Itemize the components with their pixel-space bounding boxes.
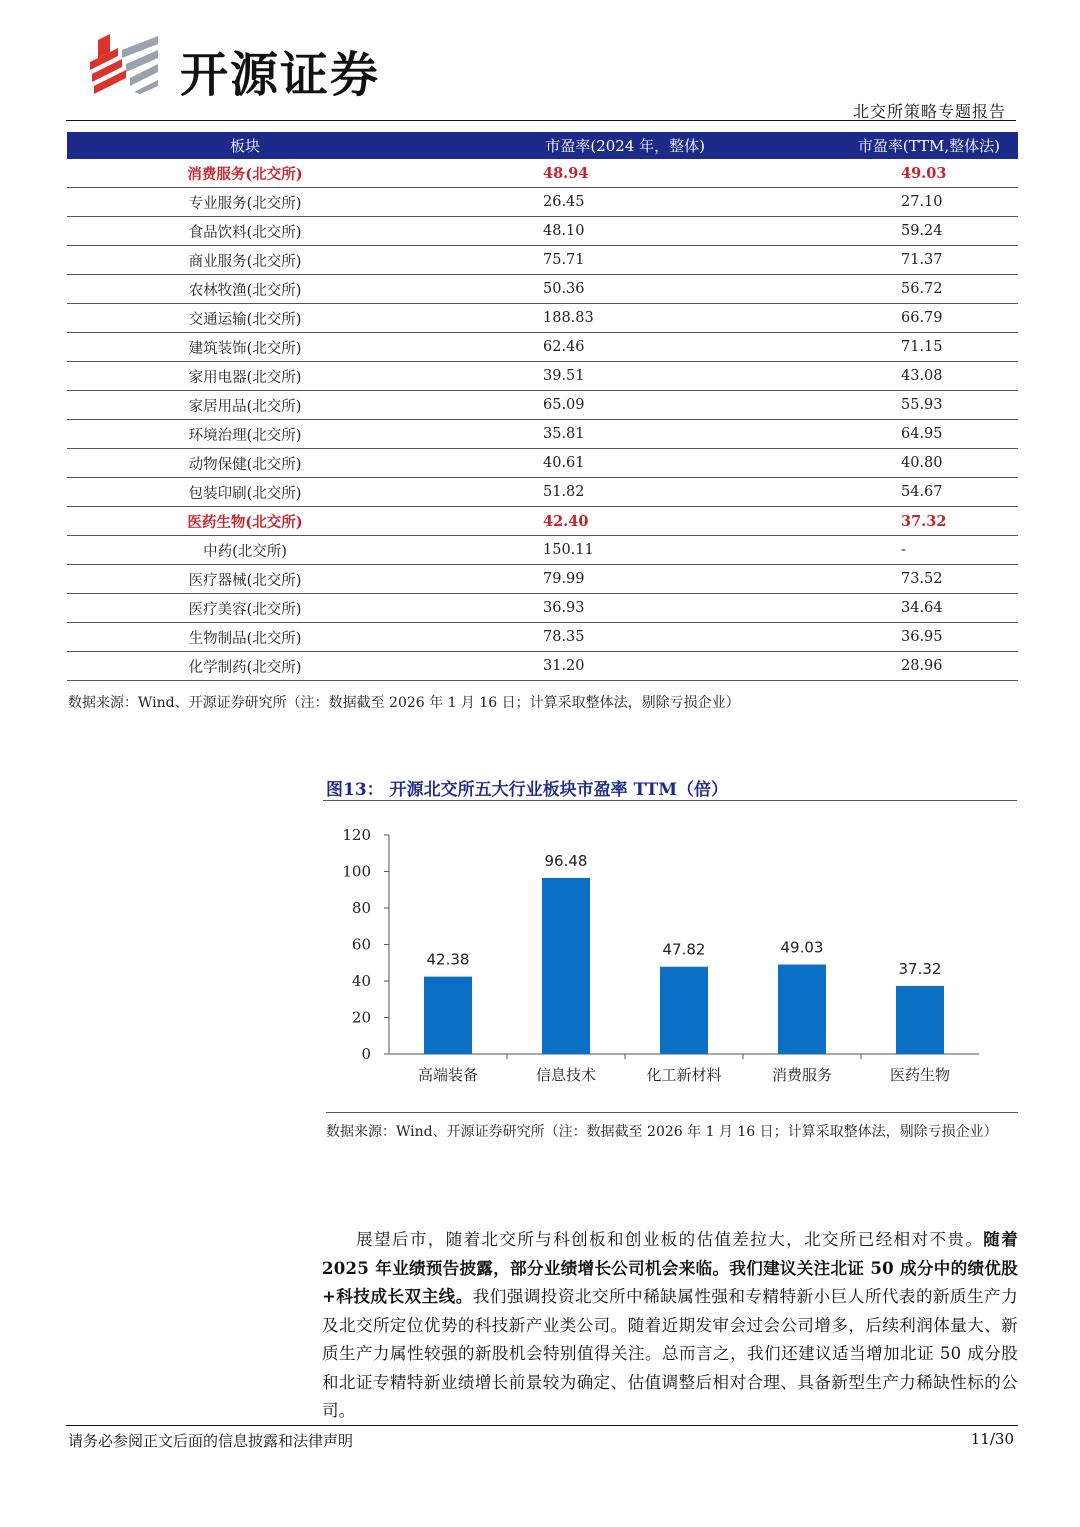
header-divider (66, 120, 1016, 121)
page-number: 11/30 (970, 1430, 1014, 1448)
sector-cell: 环境治理(北交所) (67, 420, 423, 449)
pe-2024-cell: 26.45 (423, 188, 723, 217)
x-category-label: 高端装备 (417, 1066, 479, 1084)
table-row (67, 652, 1018, 681)
table-body (67, 159, 1018, 681)
pe-ttm-cell: 37.32 (723, 507, 1018, 536)
sector-cell: 建筑装饰(北交所) (67, 333, 423, 362)
sector-cell: 生物制品(北交所) (67, 623, 423, 652)
paragraph-bold-sentence: 随着 2025 年业绩预告披露，部分业绩增长公司机会来临。我们建议关注北证 50 成分中的绩优股+科技成长双主线。 (322, 1230, 1019, 1306)
pe-2024-cell: 51.82 (423, 478, 723, 507)
chart-title: 图13： 开源北交所五大行业板块市盈率 TTM（倍） (326, 780, 729, 800)
pe-2024-cell: 62.46 (423, 333, 723, 362)
pe-ttm-cell: 59.24 (723, 217, 1018, 246)
y-tick-label: 80 (351, 899, 371, 917)
pe-ttm-cell: 40.80 (723, 449, 1018, 478)
pe-ttm-cell: 34.64 (723, 594, 1018, 623)
table-row (67, 275, 1018, 304)
table-row (67, 362, 1018, 391)
paragraph-sentence-3: 我们强调投资北交所中稀缺属性强和专精特新小巨人所代表的新质生产力及北交所定位优势的科技新产业类公司。随着近期发审会过会公司增多，后续利润体量大、新质生产力属性较强的新股机会特别值得关注。总而言之，我们还建议适当增加北证 50 成分股和北证专精特新业绩增长前景较为确定、估值调整后相对合理、具备新型生产力稀缺性标的公司。 (322, 1287, 1018, 1420)
sector-cell: 医疗器械(北交所) (67, 565, 423, 594)
pe-ttm-cell: 66.79 (723, 304, 1018, 333)
pe-2024-cell: 48.94 (423, 159, 723, 188)
table-row (67, 594, 1018, 623)
table-row (67, 304, 1018, 333)
table-row (67, 333, 1018, 362)
pe-2024-cell: 42.40 (423, 507, 723, 536)
pe-ttm-cell: 28.96 (723, 652, 1018, 681)
table-row (67, 449, 1018, 478)
sector-cell: 农林牧渔(北交所) (67, 275, 423, 304)
brand-name: 开源证券 (180, 47, 381, 103)
bar-value-label: 96.48 (544, 851, 588, 870)
y-tick-label: 40 (351, 972, 371, 990)
table-row (67, 478, 1018, 507)
table-source-note: 数据来源：Wind、开源证券研究所（注：数据截至 2026 年 1 月 16 日；计算采取整体法，剔除亏损企业） (68, 695, 740, 711)
column-header-sector: 板块 (67, 132, 423, 159)
pe-ttm-cell: 27.10 (723, 188, 1018, 217)
pe-ttm-bar-chart (323, 815, 1017, 1100)
x-category-label: 医药生物 (889, 1066, 951, 1084)
pe-2024-cell: 75.71 (423, 246, 723, 275)
column-header-pe-2024: 市盈率(2024 年，整体) (423, 132, 723, 159)
sector-cell: 医疗美容(北交所) (67, 594, 423, 623)
pe-2024-cell: 78.35 (423, 623, 723, 652)
sector-cell: 交通运输(北交所) (67, 304, 423, 333)
table-row (67, 188, 1018, 217)
chart-title-divider (323, 800, 1017, 801)
chart-source-note: 数据来源：Wind、开源证券研究所（注：数据截至 2026 年 1 月 16 日；计算采取整体法，剔除亏损企业） (326, 1112, 1018, 1146)
table-row (67, 565, 1018, 594)
bar (778, 965, 826, 1054)
column-header-pe-ttm: 市盈率(TTM,整体法) (723, 132, 1018, 159)
sector-cell: 家用电器(北交所) (67, 362, 423, 391)
pe-2024-cell: 65.09 (423, 391, 723, 420)
pe-ttm-cell: 71.37 (723, 246, 1018, 275)
pe-2024-cell: 79.99 (423, 565, 723, 594)
bar (660, 967, 708, 1054)
sector-cell: 中药(北交所) (67, 536, 423, 565)
table-row (67, 536, 1018, 565)
sector-cell: 包装印刷(北交所) (67, 478, 423, 507)
pe-2024-cell: 48.10 (423, 217, 723, 246)
pe-ttm-cell: - (723, 536, 1018, 565)
pe-2024-cell: 188.83 (423, 304, 723, 333)
pe-2024-cell: 40.61 (423, 449, 723, 478)
sector-cell: 消费服务(北交所) (67, 159, 423, 188)
x-category-label: 化工新材料 (646, 1066, 722, 1084)
x-category-label: 消费服务 (771, 1066, 833, 1084)
y-tick-label: 100 (342, 862, 371, 881)
footer-disclaimer: 请务必参阅正文后面的信息披露和法律声明 (68, 1432, 354, 1450)
pe-ttm-cell: 54.67 (723, 478, 1018, 507)
bar-value-label: 42.38 (426, 950, 470, 969)
y-tick-label: 20 (351, 1008, 371, 1027)
pe-ttm-cell: 73.52 (723, 565, 1018, 594)
sector-cell: 家居用品(北交所) (67, 391, 423, 420)
y-tick-label: 60 (351, 935, 371, 954)
sector-cell: 医药生物(北交所) (67, 507, 423, 536)
table-row (67, 391, 1018, 420)
table-row (67, 507, 1018, 536)
footer-divider (66, 1425, 1018, 1426)
table-row (67, 623, 1018, 652)
report-title: 北交所策略专题报告 (852, 102, 1006, 121)
sector-cell: 专业服务(北交所) (67, 188, 423, 217)
pe-ratio-table (67, 132, 1018, 681)
sector-cell: 动物保健(北交所) (67, 449, 423, 478)
pe-2024-cell: 31.20 (423, 652, 723, 681)
table-row (67, 246, 1018, 275)
paragraph-sentence-1: 展望后市，随着北交所与科创板和创业板的估值差拉大，北交所已经相对不贵。 (355, 1230, 984, 1249)
pe-2024-cell: 150.11 (423, 536, 723, 565)
pe-ttm-cell: 64.95 (723, 420, 1018, 449)
pe-2024-cell: 36.93 (423, 594, 723, 623)
bar (542, 878, 590, 1054)
pe-ttm-cell: 71.15 (723, 333, 1018, 362)
pe-ttm-cell: 55.93 (723, 391, 1018, 420)
logo-mark-icon (88, 32, 174, 98)
table-row (67, 159, 1018, 188)
y-tick-label: 0 (361, 1045, 371, 1063)
outlook-paragraph (322, 1226, 1018, 1426)
table-row (67, 217, 1018, 246)
table-row (67, 420, 1018, 449)
sector-cell: 化学制药(北交所) (67, 652, 423, 681)
sector-cell: 食品饮料(北交所) (67, 217, 423, 246)
pe-ttm-cell: 43.08 (723, 362, 1018, 391)
pe-ttm-cell: 36.95 (723, 623, 1018, 652)
bar-value-label: 49.03 (780, 938, 824, 957)
pe-2024-cell: 39.51 (423, 362, 723, 391)
y-tick-label: 120 (342, 826, 371, 844)
bar (896, 986, 944, 1054)
pe-ttm-cell: 56.72 (723, 275, 1018, 304)
sector-cell: 商业服务(北交所) (67, 246, 423, 275)
bar (424, 977, 472, 1054)
table-header-row (67, 132, 1018, 159)
bar-value-label: 47.82 (662, 940, 706, 959)
pe-2024-cell: 50.36 (423, 275, 723, 304)
pe-ttm-cell: 49.03 (723, 159, 1018, 188)
pe-2024-cell: 35.81 (423, 420, 723, 449)
bar-value-label: 37.32 (898, 959, 942, 978)
x-category-label: 信息技术 (535, 1066, 597, 1084)
